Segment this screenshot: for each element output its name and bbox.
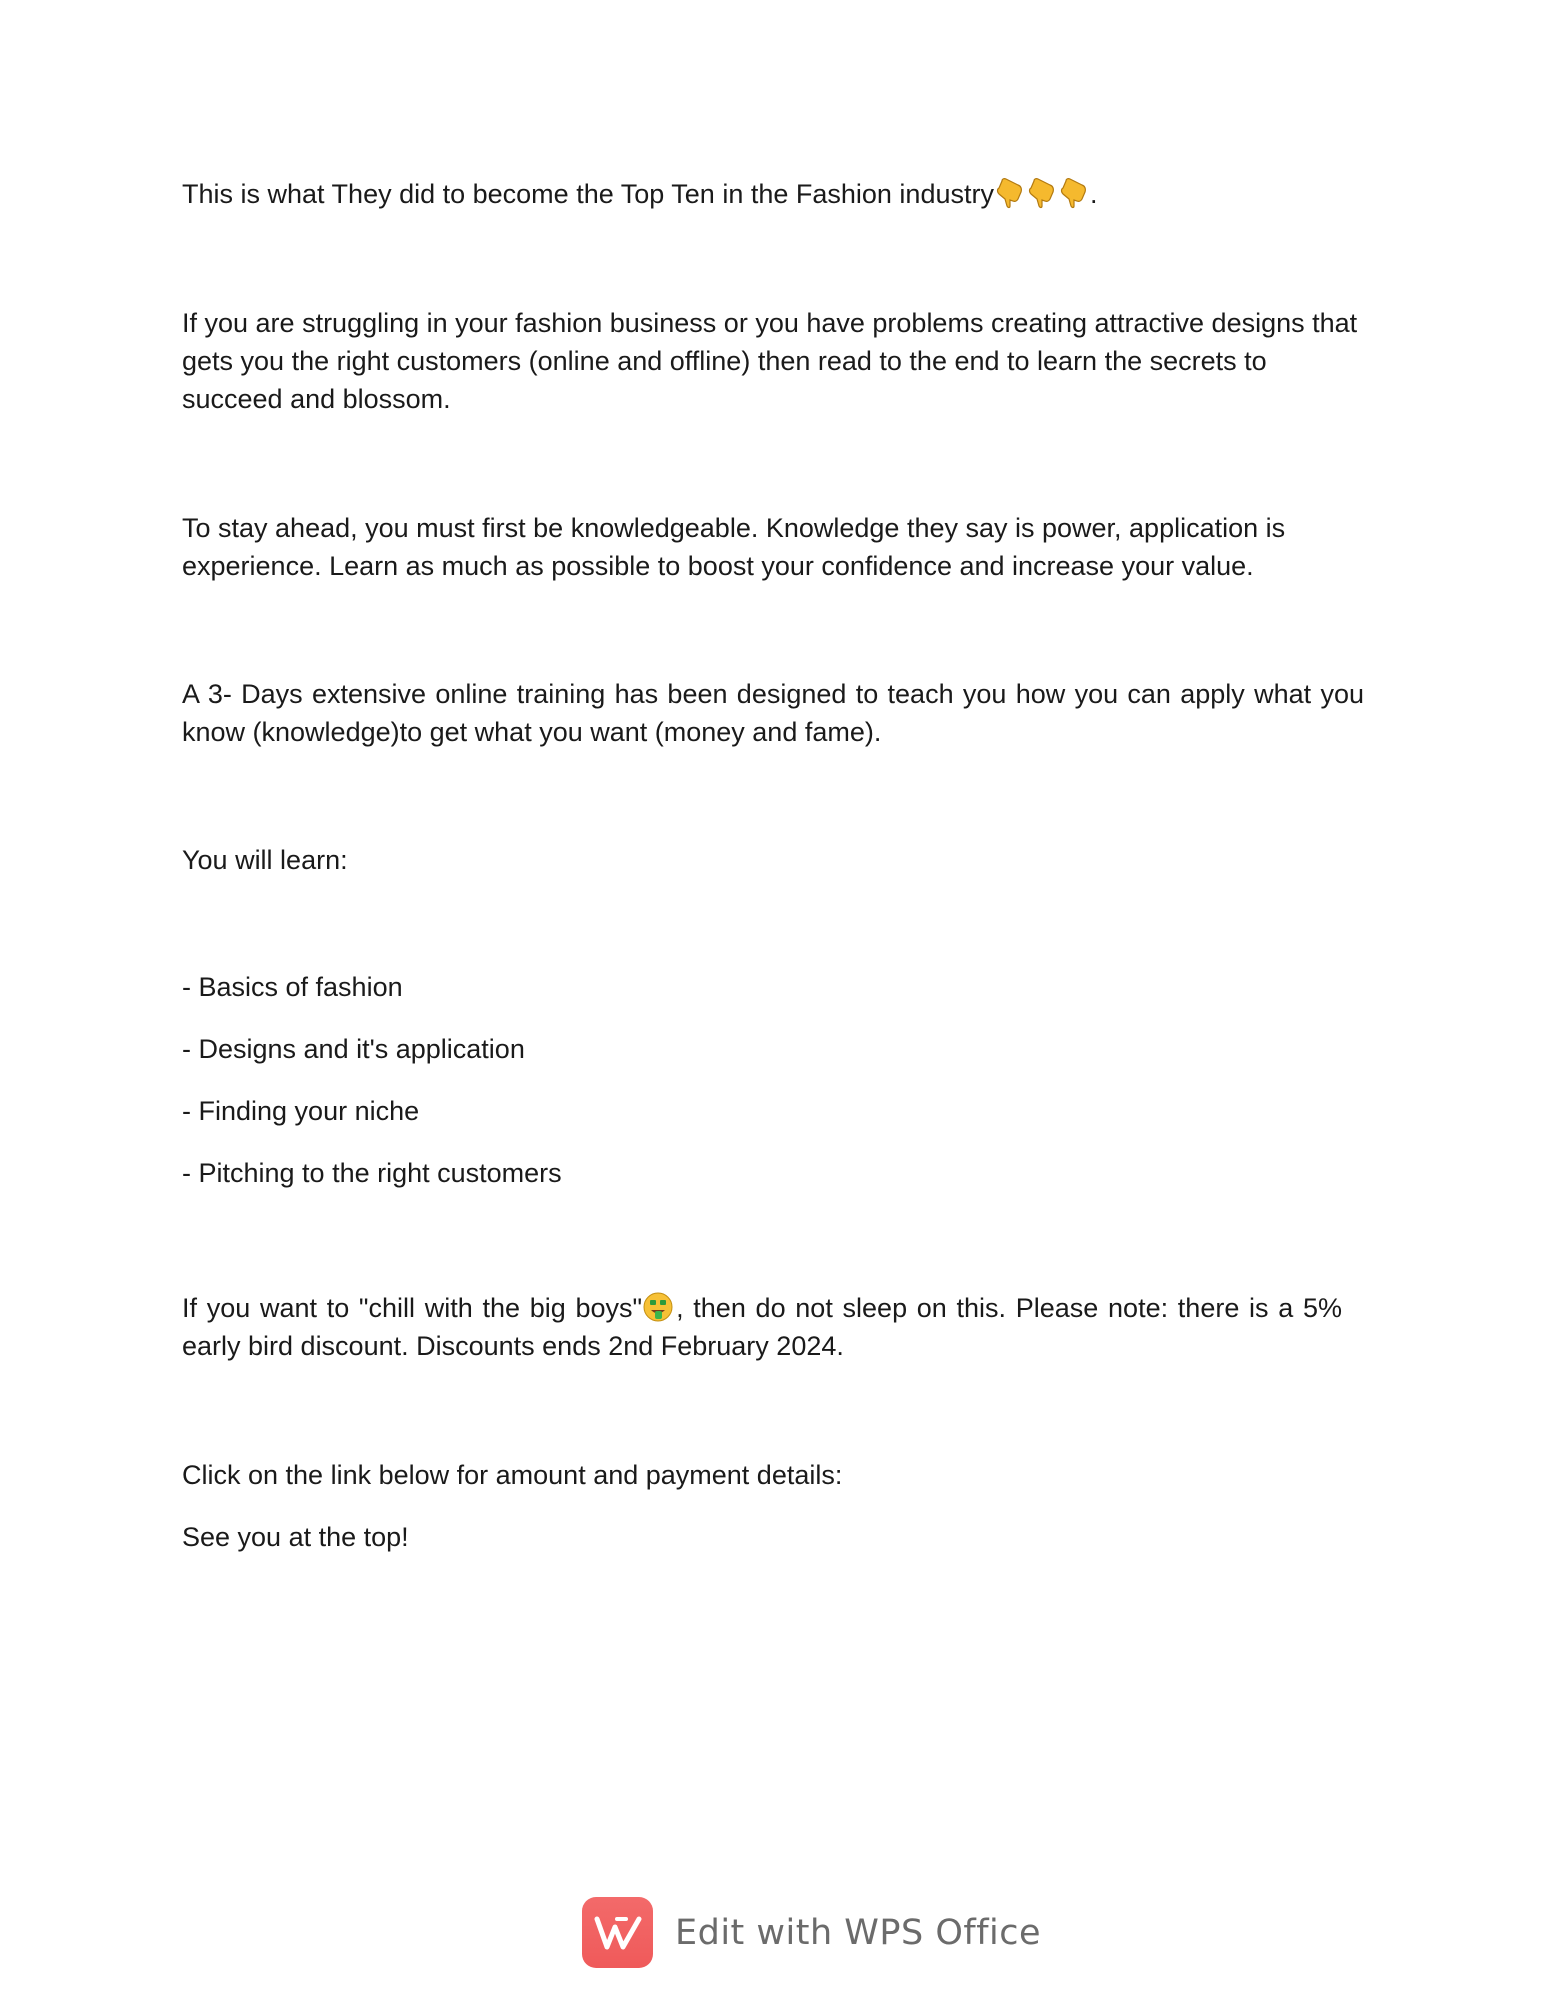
intro-line — [182, 175, 1364, 213]
cta-line: Click on the link below for amount and payment details: — [182, 1460, 843, 1490]
paragraph-knowledge: To stay ahead, you must first be knowledgeable. Knowledge they say is power, application is experience. Learn as much as possible to boost your confidence and increase your value. — [182, 513, 1286, 581]
intro-suffix: . — [1089, 179, 1098, 209]
paragraph-training: A 3- Days extensive online training has been designed to teach you how you can apply what you know (knowledge)to get what you want (money and fame). — [182, 679, 1364, 747]
wps-edit-badge[interactable] — [582, 1897, 1041, 1968]
list-item: - Pitching to the right customers — [182, 1158, 562, 1188]
wps-logo-icon — [582, 1897, 653, 1968]
closing-line: See you at the top! — [182, 1522, 409, 1552]
pointing-down-icon — [1058, 177, 1088, 209]
list-item: - Designs and it's application — [182, 1034, 525, 1064]
big-boys-text-start: If you want to "chill with the big boys" — [182, 1293, 643, 1323]
money-mouth-face-icon — [642, 1291, 674, 1323]
wps-badge-label[interactable]: Edit with WPS Office — [675, 1912, 1042, 1953]
learn-heading: You will learn: — [182, 845, 348, 875]
list-item: - Basics of fashion — [182, 972, 403, 1002]
pointing-down-icon — [994, 177, 1024, 209]
big-boys-text-end: , then do not sleep on this. Please note: there is a 5% early bird discount. Discounts ends 2nd February 2024. — [182, 1293, 1343, 1361]
paragraph-struggling: If you are struggling in your fashion business or you have problems creating attractive designs that gets you the right customers (online and offline) then read to the end to learn the secrets to succeed and blossom. — [182, 308, 1358, 414]
wps-w-icon — [593, 1913, 643, 1953]
pointing-down-icon — [1026, 177, 1056, 209]
intro-text: This is what They did to become the Top Ten in the Fashion industry — [182, 179, 994, 209]
list-item: - Finding your niche — [182, 1096, 420, 1126]
paragraph-big-boys — [182, 1289, 1342, 1365]
